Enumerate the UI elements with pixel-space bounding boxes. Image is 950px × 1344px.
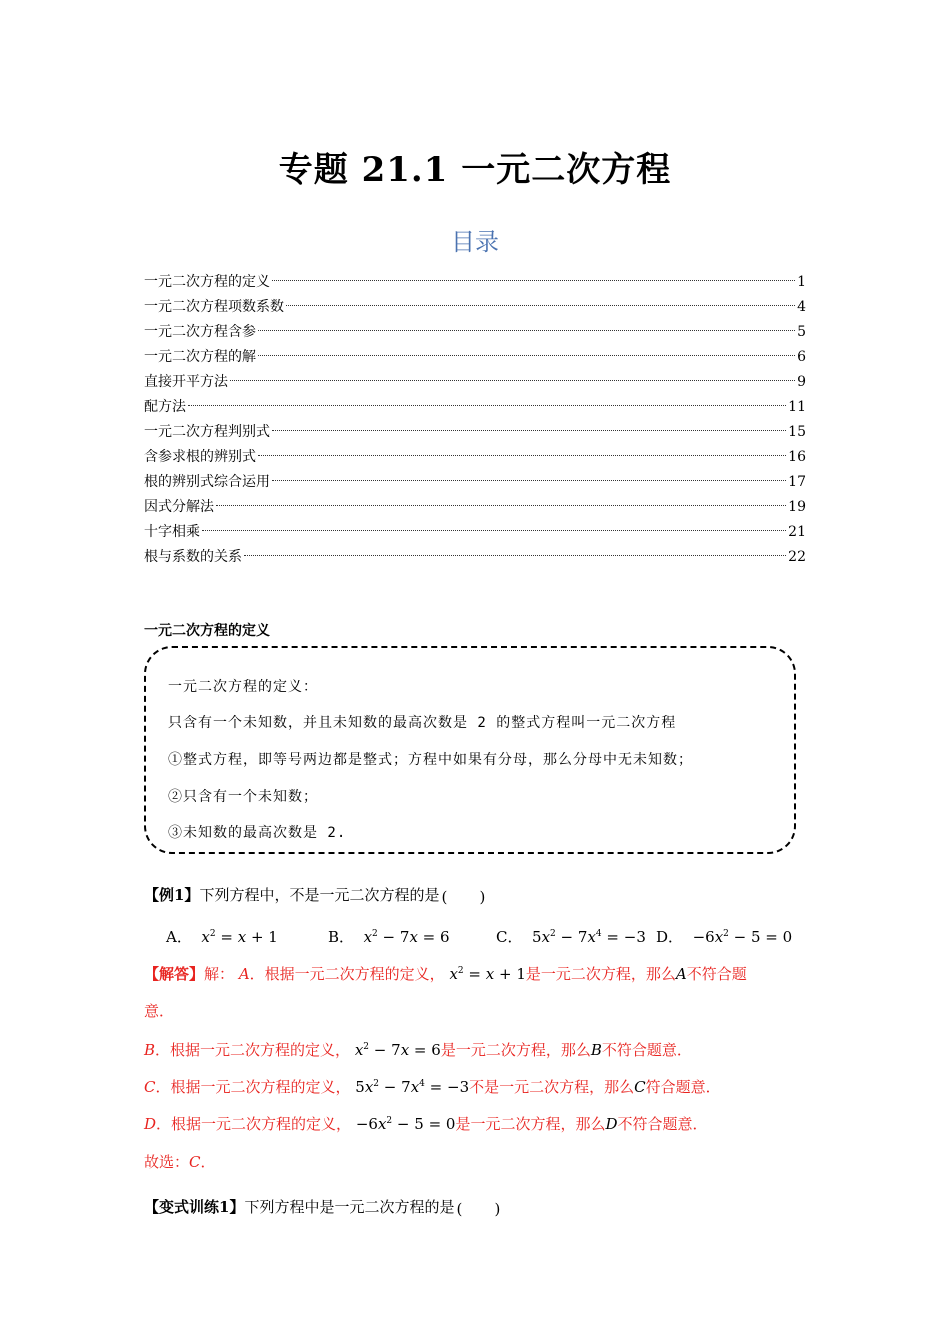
toc-entry-page: 4 (797, 299, 806, 315)
toc-entry-label: 含参求根的辨别式 (144, 449, 256, 465)
definition-line: ②只含有一个未知数； (168, 789, 318, 805)
toc-entry-page: 11 (788, 399, 806, 415)
answer-line-a-cont: 意． (144, 1002, 175, 1020)
answer-paren-open: ( (456, 1200, 463, 1218)
toc-entry-label: 一元二次方程项数系数 (144, 299, 284, 315)
toc-entry-page: 19 (788, 499, 806, 515)
toc-entry[interactable] (144, 545, 806, 570)
toc-heading: 目录 (451, 228, 499, 256)
toc-entry-label: 根与系数的关系 (144, 549, 242, 565)
option-b[interactable]: B． $x^2 - 7x = 6$ (328, 928, 450, 946)
toc-entry-label: 一元二次方程判别式 (144, 424, 270, 440)
definition-box (144, 646, 796, 854)
page-title: 专题 21.1 一元二次方程 (278, 150, 672, 190)
toc-entry[interactable] (144, 345, 806, 370)
toc-entry-label: 因式分解法 (144, 499, 214, 515)
toc-entry-page: 1 (797, 274, 806, 290)
toc-entry[interactable] (144, 470, 806, 495)
toc-entry-label: 一元二次方程的解 (144, 349, 256, 365)
toc-entry-label: 根的辨别式综合运用 (144, 474, 270, 490)
example-question (144, 884, 486, 906)
toc-entry-page: 22 (788, 549, 806, 565)
toc-entry-page: 5 (797, 324, 806, 340)
definition-line: 只含有一个未知数，并且未知数的最高次数是 2 的整式方程叫一元二次方程 (168, 715, 677, 731)
toc-entry[interactable] (144, 395, 806, 420)
toc-entry[interactable] (144, 520, 806, 545)
variant-question-text: 下列方程中是一元二次方程的是 (244, 1198, 455, 1216)
answer-paren-close: ) (479, 888, 486, 906)
option-d[interactable]: D． $-6x^2 - 5 = 0$ (656, 928, 793, 946)
toc-entry[interactable] (144, 420, 806, 445)
definition-line: ③未知数的最高次数是 2. (168, 825, 347, 841)
toc-entry[interactable] (144, 495, 806, 520)
toc-entry[interactable] (144, 445, 806, 470)
toc-entry-page: 15 (788, 424, 806, 440)
example-question-text: 下列方程中，不是一元二次方程的是 (199, 886, 440, 904)
table-of-contents (144, 270, 806, 570)
answer-tag: 【解答】 (144, 965, 205, 983)
answer-line-d: D．根据一元二次方程的定义， $-6x^2 - 5 = 0$是一元二次方程，那么D不符合题意． (144, 1115, 708, 1133)
toc-entry[interactable] (144, 370, 806, 395)
variant-question (144, 1196, 501, 1218)
section-heading: 一元二次方程的定义 (144, 623, 270, 639)
answer-final: 故选：C． (144, 1153, 216, 1171)
option-a[interactable]: A． $x^2 = x + 1$ (166, 928, 278, 946)
toc-entry-label: 十字相乘 (144, 524, 200, 540)
toc-entry-label: 直接开平方法 (144, 374, 228, 390)
toc-entry-label: 一元二次方程的定义 (144, 274, 270, 290)
toc-entry-label: 配方法 (144, 399, 186, 415)
answer-paren-open: ( (441, 888, 448, 906)
toc-entry[interactable] (144, 270, 806, 295)
answer-line-a: 【解答】解： A．根据一元二次方程的定义， $x^2 = x + 1$是一元二次方程，那么A不符合题 (144, 965, 747, 983)
option-c[interactable]: C． $5x^2 - 7x^4 = -3$ (496, 928, 646, 946)
variant-tag: 【变式训练1】 (144, 1198, 245, 1216)
answer-line-c: C．根据一元二次方程的定义， $5x^2 - 7x^4 = -3$不是一元二次方程，那么C符合题意． (144, 1078, 721, 1096)
answer-paren-close: ) (494, 1200, 501, 1218)
toc-entry-page: 6 (797, 349, 806, 365)
toc-entry-label: 一元二次方程含参 (144, 324, 256, 340)
toc-entry[interactable] (144, 320, 806, 345)
toc-entry-page: 17 (788, 474, 806, 490)
example-tag: 【例1】 (144, 886, 200, 904)
answer-line-b: B．根据一元二次方程的定义， $x^2 - 7x = 6$是一元二次方程，那么B不符合题意． (144, 1041, 692, 1059)
toc-entry-page: 21 (788, 524, 806, 540)
toc-entry-page: 16 (788, 449, 806, 465)
toc-entry[interactable] (144, 295, 806, 320)
definition-title: 一元二次方程的定义： (168, 679, 318, 695)
definition-line: ①整式方程，即等号两边都是整式；方程中如果有分母，那么分母中无未知数； (168, 752, 693, 768)
toc-entry-page: 9 (797, 374, 806, 390)
